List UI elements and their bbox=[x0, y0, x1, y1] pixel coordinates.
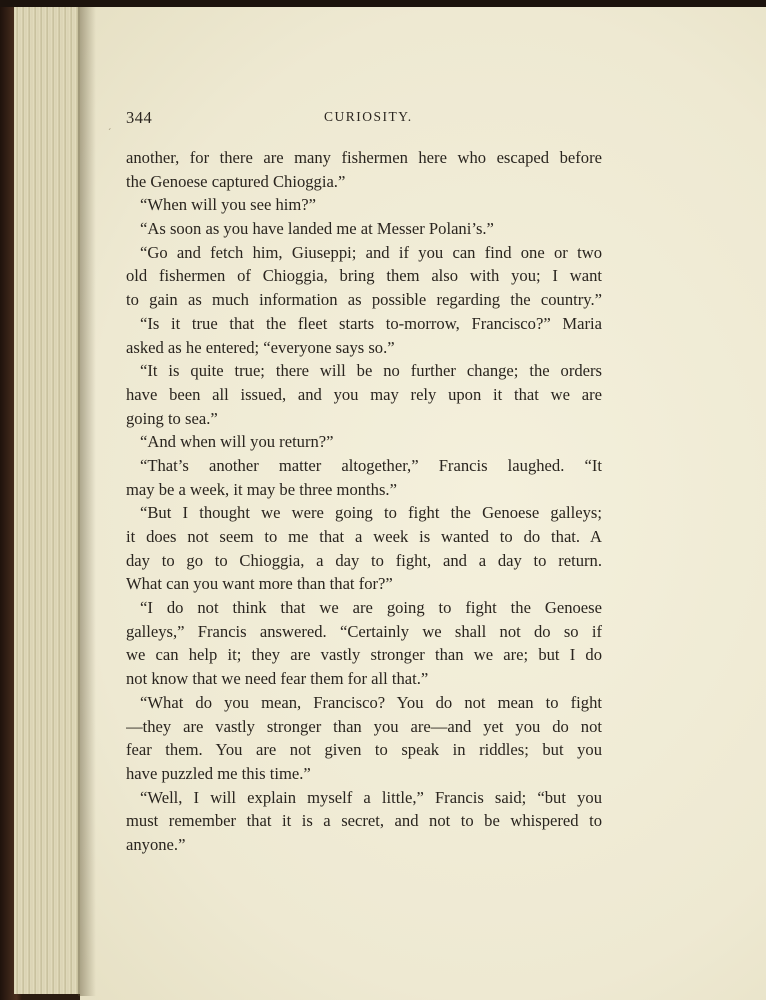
text-line: “I do not think that we are going to fight the Genoese bbox=[140, 598, 602, 618]
text-line: may be a week, it may be three months.” bbox=[126, 479, 397, 499]
text-line: anyone.” bbox=[126, 834, 186, 854]
text-line: day to go to Chioggia, a day to fight, and a day to return. bbox=[126, 550, 602, 570]
text-line: “That’s another matter altogether,” Francis laughed. “It bbox=[140, 455, 602, 475]
text-line: not know that we need fear them for all that.” bbox=[126, 669, 429, 689]
text-line: must remember that it is a secret, and not to be whispered to bbox=[126, 811, 602, 831]
text-line: going to sea.” bbox=[126, 408, 218, 428]
text-line: galleys,” Francis answered. “Certainly we shall not do so if bbox=[126, 621, 602, 641]
text-line: we can help it; they are vastly stronger than we are; but I do bbox=[126, 645, 602, 665]
running-title: CURIOSITY. bbox=[324, 109, 413, 124]
margin-mark: ´ bbox=[108, 128, 112, 139]
text-line: “It is quite true; there will be no further change; the orders bbox=[140, 361, 602, 381]
text-line: another, for there are many fishermen here who escaped before bbox=[126, 148, 602, 167]
text-line: What can you want more than that for?” bbox=[126, 574, 393, 594]
text-line: asked as he entered; “everyone says so.” bbox=[126, 337, 395, 357]
text-line: “Is it true that the fleet starts to-morrow, Francisco?” Maria bbox=[140, 313, 602, 333]
text-line: “When will you see him?” bbox=[140, 195, 317, 215]
text-line: have puzzled me this time.” bbox=[126, 763, 311, 783]
page-number: 344 bbox=[126, 108, 153, 127]
gutter-shadow bbox=[78, 6, 96, 996]
text-line: fear them. You are not given to speak in riddles; but you bbox=[126, 740, 602, 760]
body-text bbox=[126, 146, 602, 857]
page-stack-edges bbox=[14, 4, 85, 994]
text-line: “But I thought we were going to fight the Genoese galleys; bbox=[140, 503, 602, 523]
text-line: to gain as much information as possible regarding the country.” bbox=[126, 290, 602, 310]
text-line: “As soon as you have landed me at Messer Polani’s.” bbox=[140, 219, 494, 239]
top-band bbox=[0, 0, 766, 7]
text-line: it does not seem to me that a week is wanted to do that. A bbox=[126, 527, 602, 546]
text-line: —they are vastly stronger than you are—and yet you do not bbox=[126, 716, 602, 736]
text-line: “What do you mean, Francisco? You do not mean to fight bbox=[140, 692, 602, 712]
text-line: old fishermen of Chioggia, bring them also with you; I want bbox=[126, 266, 602, 286]
text-line: “And when will you return?” bbox=[140, 432, 334, 452]
text-line: the Genoese captured Chioggia.” bbox=[126, 171, 346, 191]
text-line: “Go and fetch him, Giuseppi; and if you can find one or two bbox=[140, 242, 602, 262]
text-line: “Well, I will explain myself a little,” Francis said; “but you bbox=[140, 787, 602, 807]
text-line: have been all issued, and you may rely upon it that we are bbox=[126, 384, 602, 404]
